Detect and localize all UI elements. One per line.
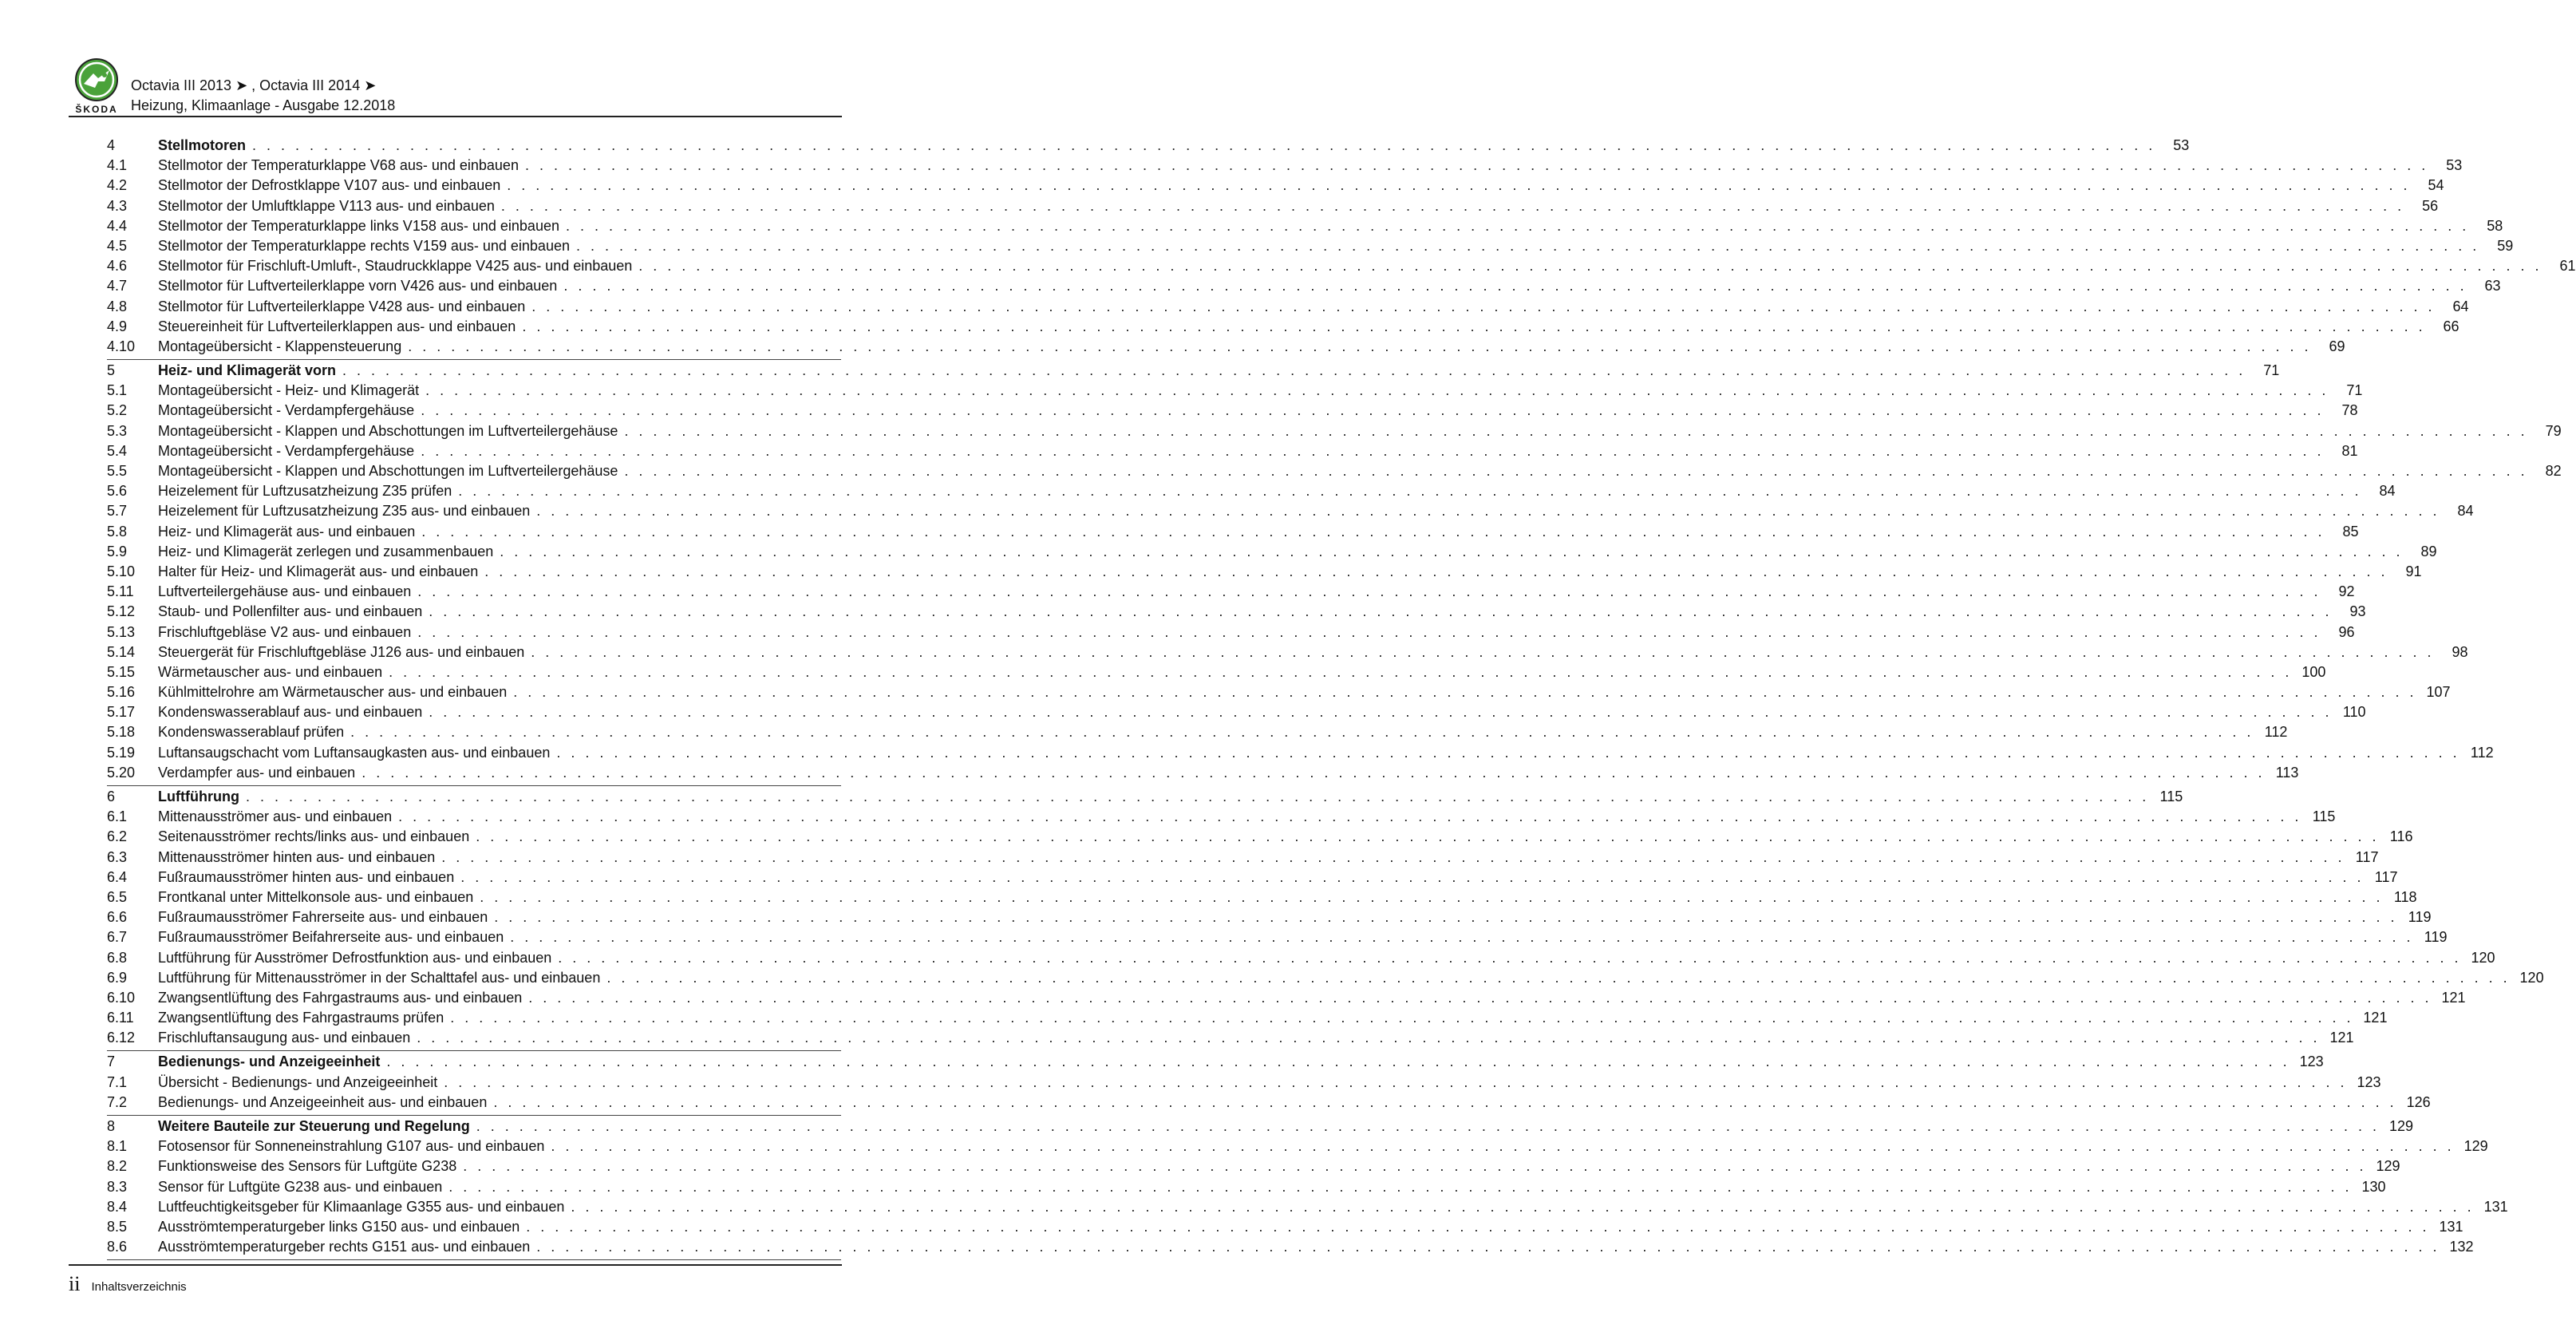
toc-entry-number: 4 <box>107 137 116 153</box>
toc-dot-leader <box>493 1094 2396 1111</box>
toc-entry-page: 71 <box>2346 382 2363 399</box>
toc-entry[interactable] <box>107 543 2437 563</box>
toc-entry-page: 63 <box>2484 278 2501 294</box>
toc-entry-title: Stellmotoren <box>158 137 247 153</box>
toc-entry[interactable] <box>107 1178 2386 1199</box>
toc-entry-page: 112 <box>2264 724 2288 741</box>
header-subject-line: Heizung, Klimaanlage - Ausgabe 12.2018 <box>131 97 396 113</box>
toc-entry-number: 4.1 <box>107 157 128 174</box>
toc-entry-number: 5.20 <box>107 764 136 781</box>
brand-name: ŠKODA <box>75 104 118 115</box>
toc-entry-page: 100 <box>2301 663 2326 680</box>
toc-entry-number: 4.9 <box>107 318 128 334</box>
header-rule <box>69 116 842 117</box>
toc-dot-leader <box>522 318 2425 335</box>
toc-entry[interactable] <box>107 828 2413 848</box>
toc-entry[interactable] <box>107 157 2463 177</box>
toc-entry[interactable] <box>107 1198 2508 1219</box>
toc-entry-number: 4.6 <box>107 258 128 275</box>
toc-entry-number: 7.2 <box>107 1093 128 1110</box>
toc-entry-title: Stellmotor für Frischluft-Umluft-, Staudruckklappe V425 aus- und einbauen <box>158 258 633 275</box>
toc-entry-title: Halter für Heiz- und Klimagerät aus- und einbauen <box>158 563 479 579</box>
toc-dot-leader <box>421 524 2325 540</box>
toc-entry-page: 129 <box>2463 1138 2488 1155</box>
toc-entry-number: 4.10 <box>107 338 136 354</box>
toc-entry-title: Fußraumausströmer hinten aus- und einbauen <box>158 868 455 885</box>
toc-entry-title: Luftfeuchtigkeitsgeber für Klimaanlage G355 aus- und einbauen <box>158 1198 565 1215</box>
toc-entry-page: 59 <box>2497 237 2514 254</box>
toc-dot-leader <box>386 1053 2290 1070</box>
toc-dot-leader <box>350 724 2254 741</box>
toc-entry-page: 129 <box>2388 1118 2413 1134</box>
toc-entry-title: Frontkanal unter Mittelkonsole aus- und einbauen <box>158 888 474 905</box>
toc-dot-leader <box>556 745 2459 761</box>
toc-entry-page: 79 <box>2545 422 2562 439</box>
toc-entry-title: Heiz- und Klimagerät zerlegen und zusammenbauen <box>158 543 494 559</box>
toc-entry[interactable] <box>107 503 2474 523</box>
header-model-line: Octavia III 2013 ➤ , Octavia III 2014 ➤ <box>131 77 377 93</box>
toc-entry-page: 120 <box>2471 949 2495 966</box>
toc-entry-page: 132 <box>2449 1239 2474 1255</box>
toc-dot-leader <box>476 828 2379 845</box>
toc-entry-page: 71 <box>2263 362 2280 379</box>
toc-entry-title: Mittenausströmer hinten aus- und einbauen <box>158 848 436 865</box>
toc-dot-leader <box>342 362 2246 379</box>
toc-dot-leader <box>501 198 2404 215</box>
toc-dot-leader <box>513 684 2416 701</box>
footer-label: Inhaltsverzeichnis <box>91 1280 187 1294</box>
toc-entry[interactable] <box>107 848 2379 869</box>
toc-entry-page: 69 <box>2329 338 2345 354</box>
toc-dot-leader <box>417 624 2321 641</box>
toc-dot-leader <box>458 483 2361 500</box>
toc-entry-number: 8.5 <box>107 1218 128 1235</box>
toc-entry-number: 6.9 <box>107 969 128 986</box>
toc-entry[interactable] <box>107 1138 2488 1158</box>
toc-entry-title: Heizelement für Luftzusatzheizung Z35 aus- und einbauen <box>158 503 531 520</box>
toc-entry-page: 126 <box>2406 1093 2431 1110</box>
toc-entry[interactable] <box>107 888 2417 909</box>
toc-entry-title: Ausströmtemperaturgeber links G150 aus- und einbauen <box>158 1218 520 1235</box>
toc-entry[interactable] <box>107 808 2336 828</box>
toc-dot-leader <box>460 869 2364 886</box>
toc-entry[interactable] <box>107 603 2366 623</box>
toc-entry[interactable] <box>107 298 2469 318</box>
toc-section <box>107 1118 2508 1260</box>
toc-entry-page: 56 <box>2422 197 2439 214</box>
toc-entry-number: 6.10 <box>107 989 136 1006</box>
toc-entry-number: 5.12 <box>107 603 136 620</box>
toc-entry-page: 53 <box>2446 157 2463 174</box>
toc-dot-leader <box>536 503 2440 520</box>
toc-entry-title: Seitenausströmer rechts/links aus- und einbauen <box>158 828 470 845</box>
toc-section <box>107 789 2544 1051</box>
toc-dot-leader <box>429 704 2332 721</box>
toc-chapter-entry[interactable] <box>107 1118 2413 1138</box>
skoda-emblem-icon <box>74 57 119 102</box>
toc-entry-page: 131 <box>2439 1218 2463 1235</box>
toc-dot-leader <box>425 382 2329 399</box>
toc-entry[interactable] <box>107 1158 2400 1178</box>
toc-entry-page: 84 <box>2379 483 2396 500</box>
toc-entry-title: Montageübersicht - Klappen und Abschottungen im Luftverteilergehäuse <box>158 463 618 479</box>
toc-dot-leader <box>444 1074 2347 1091</box>
toc-entry-page: 129 <box>2376 1158 2400 1175</box>
toc-entry-number: 8.2 <box>107 1158 128 1175</box>
toc-entry-title: Wärmetauscher aus- und einbauen <box>158 663 383 680</box>
toc-entry-title: Stellmotor für Luftverteilerklappe V428 aus- und einbauen <box>158 298 526 314</box>
toc-entry-title: Ausströmtemperaturgeber rechts G151 aus- und einbauen <box>158 1239 531 1255</box>
toc-entry[interactable] <box>107 483 2396 503</box>
toc-entry-title: Zwangsentlüftung des Fahrgastraums prüfen <box>158 1010 444 1026</box>
toc-dot-leader <box>421 443 2324 460</box>
toc-entry-number: 8.1 <box>107 1138 128 1155</box>
toc-entry[interactable] <box>107 724 2288 744</box>
toc-entry-number: 6.12 <box>107 1030 136 1046</box>
toc-entry-page: 119 <box>2424 929 2448 946</box>
toc-entry-title: Montageübersicht - Verdampfergehäuse <box>158 402 415 419</box>
toc-entry[interactable] <box>107 868 2398 889</box>
toc-entry-number: 6.4 <box>107 868 128 885</box>
toc-entry-title: Fußraumausströmer Fahrerseite aus- und einbauen <box>158 909 488 926</box>
toc-entry-title: Bedienungs- und Anzeigeeinheit <box>158 1053 381 1070</box>
toc-entry-page: 53 <box>2173 137 2190 153</box>
toc-dot-leader <box>246 789 2149 805</box>
toc-entry-page: 110 <box>2342 704 2366 721</box>
footer-rule <box>69 1264 842 1266</box>
toc-dot-leader <box>448 1179 2352 1196</box>
toc-dot-leader <box>441 849 2345 866</box>
toc-entry[interactable] <box>107 258 2576 278</box>
toc-entry-title: Fotosensor für Sonneneinstrahlung G107 aus- und einbauen <box>158 1138 545 1155</box>
toc-entry-number: 5.4 <box>107 442 128 459</box>
toc-entry-title: Funktionsweise des Sensors für Luftgüte G238 <box>158 1158 457 1175</box>
toc-entry-page: 115 <box>2159 789 2183 804</box>
toc-entry[interactable] <box>107 909 2432 929</box>
toc-entry[interactable] <box>107 197 2439 218</box>
toc-entry-page: 123 <box>2357 1073 2381 1090</box>
toc-chapter-entry[interactable] <box>107 362 2280 382</box>
toc-dot-leader <box>624 463 2527 480</box>
toc-dot-leader <box>576 238 2479 255</box>
toc-entry-page: 123 <box>2299 1053 2324 1070</box>
toc-entry-title: Stellmotor der Temperaturklappe links V158 aus- und einbauen <box>158 217 559 234</box>
toc-entry[interactable] <box>107 1073 2381 1094</box>
toc-entry-number: 4.5 <box>107 237 128 254</box>
toc-entry-number: 4.4 <box>107 217 128 234</box>
toc-entry-title: Verdampfer aus- und einbauen <box>158 764 356 781</box>
toc-entry-number: 5.10 <box>107 563 136 579</box>
toc-entry-title: Steuereinheit für Luftverteilerklappen aus- und einbauen <box>158 318 516 334</box>
toc-entry-page: 121 <box>2441 989 2466 1006</box>
toc-entry-title: Heiz- und Klimagerät aus- und einbauen <box>158 523 416 540</box>
toc-dot-leader <box>484 563 2388 580</box>
toc-entry-page: 115 <box>2312 808 2336 825</box>
toc-dot-leader <box>566 218 2469 235</box>
toc-entry-page: 89 <box>2420 543 2437 559</box>
toc-entry-page: 112 <box>2470 744 2494 761</box>
toc-chapter-entry[interactable] <box>107 789 2183 808</box>
toc-dot-leader <box>362 765 2265 781</box>
toc-entry-page: 78 <box>2341 402 2358 419</box>
toc-dot-leader <box>494 909 2397 926</box>
toc-entry-number: 4.7 <box>107 278 128 294</box>
toc-entry-page: 131 <box>2483 1198 2508 1215</box>
toc-entry-number: 4.2 <box>107 177 128 194</box>
toc-entry[interactable] <box>107 663 2326 684</box>
toc-entry-page: 64 <box>2452 298 2469 314</box>
toc-dot-leader <box>510 929 2413 946</box>
toc-entry-number: 6.8 <box>107 949 128 966</box>
toc-entry-title: Frischluftansaugung aus- und einbauen <box>158 1030 411 1046</box>
toc-dot-leader <box>536 1239 2440 1255</box>
toc-entry-number: 8.4 <box>107 1198 128 1215</box>
toc-dot-leader <box>606 970 2510 986</box>
toc-entry-page: 81 <box>2341 442 2358 459</box>
toc-entry-number: 6.6 <box>107 909 128 926</box>
toc-dot-leader <box>480 889 2383 906</box>
toc-dot-leader <box>252 137 2155 154</box>
toc-entry[interactable] <box>107 949 2495 970</box>
toc-entry-title: Luftansaugschacht vom Luftansaugkasten aus- und einbauen <box>158 744 551 761</box>
toc-dot-leader <box>528 990 2432 1006</box>
toc-entry-number: 5.14 <box>107 643 136 660</box>
toc-entry-number: 5.6 <box>107 483 128 500</box>
toc-entry-page: 91 <box>2405 563 2422 579</box>
toc-entry[interactable] <box>107 523 2359 544</box>
toc-dot-leader <box>571 1199 2474 1216</box>
toc-dot-leader <box>417 583 2321 600</box>
toc-entry-page: 121 <box>2329 1030 2354 1046</box>
toc-dot-leader <box>525 157 2428 174</box>
toc-entry-title: Montageübersicht - Klappensteuerung <box>158 338 402 354</box>
toc-dot-leader <box>429 603 2332 620</box>
toc-section <box>107 362 2562 786</box>
toc-dot-leader <box>551 1138 2454 1155</box>
toc-entry[interactable] <box>107 744 2494 765</box>
toc-entry[interactable] <box>107 237 2514 258</box>
toc-entry[interactable] <box>107 583 2355 603</box>
toc-entry[interactable] <box>107 643 2468 664</box>
toc-section <box>107 1053 2431 1116</box>
toc-entry-title: Montageübersicht - Klappen und Abschottungen im Luftverteilergehäuse <box>158 422 618 439</box>
toc-entry-number: 6.3 <box>107 848 128 865</box>
toc-entry-title: Stellmotor der Temperaturklappe rechts V159 aus- und einbauen <box>158 237 570 254</box>
toc-entry-title: Fußraumausströmer Beifahrerseite aus- und einbauen <box>158 929 504 946</box>
toc-entry-page: 61 <box>2559 258 2576 275</box>
toc-entry-title: Weitere Bauteile zur Steuerung und Regelung <box>158 1118 470 1134</box>
toc-entry[interactable] <box>107 402 2358 422</box>
toc-entry[interactable] <box>107 704 2366 724</box>
toc-entry-number: 4.8 <box>107 298 128 314</box>
toc-entry-page: 117 <box>2374 868 2398 885</box>
toc-entry[interactable] <box>107 1218 2463 1239</box>
toc-dot-leader <box>389 664 2292 681</box>
toc-entry-title: Luftführung <box>158 789 239 804</box>
toc-entry[interactable] <box>107 1030 2354 1050</box>
toc-entry-number: 7 <box>107 1053 116 1070</box>
toc-entry-page: 117 <box>2355 848 2379 865</box>
toc-dot-leader <box>507 177 2410 194</box>
toc-dot-leader <box>558 950 2461 966</box>
toc-dot-leader <box>531 298 2435 315</box>
toc-entry-title: Stellmotor der Umluftklappe V113 aus- und einbauen <box>158 197 495 214</box>
toc-entry-page: 96 <box>2338 623 2355 640</box>
toc-entry-number: 5.15 <box>107 663 136 680</box>
toc-entry-number: 6.5 <box>107 888 128 905</box>
toc-entry-number: 5.1 <box>107 382 128 399</box>
toc-entry[interactable] <box>107 338 2345 358</box>
toc-entry[interactable] <box>107 989 2466 1010</box>
toc-dot-leader <box>526 1219 2429 1235</box>
toc-entry-number: 6.2 <box>107 828 128 845</box>
toc-entry[interactable] <box>107 318 2459 338</box>
toc-entry[interactable] <box>107 177 2444 197</box>
toc-chapter-entry[interactable] <box>107 137 2190 157</box>
toc-entry-number: 5.9 <box>107 543 128 559</box>
toc-entry-page: 93 <box>2349 603 2366 620</box>
toc-entry-number: 6.1 <box>107 808 128 825</box>
toc-entry-page: 130 <box>2361 1178 2386 1195</box>
toc-dot-leader <box>450 1010 2353 1026</box>
toc-entry-title: Stellmotor der Defrostklappe V107 aus- und einbauen <box>158 177 501 194</box>
toc-entry-number: 5 <box>107 362 116 379</box>
toc-entry[interactable] <box>107 764 2299 785</box>
toc-entry-page: 116 <box>2389 828 2413 845</box>
toc-entry-page: 58 <box>2487 217 2503 234</box>
toc-entry[interactable] <box>107 684 2451 704</box>
toc-entry-page: 84 <box>2457 503 2474 520</box>
toc-entry[interactable] <box>107 217 2503 238</box>
toc-entry-number: 6 <box>107 789 116 804</box>
toc-entry[interactable] <box>107 1093 2431 1114</box>
toc-entry-title: Luftführung für Ausströmer Defrostfunktion aus- und einbauen <box>158 949 552 966</box>
toc-entry-page: 92 <box>2338 583 2355 600</box>
toc-entry[interactable] <box>107 929 2448 949</box>
toc-chapter-entry[interactable] <box>107 1053 2324 1073</box>
toc-dot-leader <box>463 1158 2366 1175</box>
toc-entry-title: Frischluftgebläse V2 aus- und einbauen <box>158 623 412 640</box>
toc-entry-page: 66 <box>2443 318 2459 334</box>
toc-entry-page: 85 <box>2342 523 2359 540</box>
table-of-contents <box>107 137 2576 1263</box>
toc-entry-number: 7.1 <box>107 1073 128 1090</box>
toc-dot-leader <box>563 278 2467 294</box>
toc-entry-number: 6.11 <box>107 1010 134 1026</box>
toc-entry-title: Montageübersicht - Verdampfergehäuse <box>158 442 415 459</box>
toc-entry[interactable] <box>107 278 2501 298</box>
toc-entry-title: Heizelement für Luftzusatzheizung Z35 prüfen <box>158 483 452 500</box>
toc-dot-leader <box>624 423 2527 440</box>
toc-section <box>107 137 2576 360</box>
toc-entry-number: 6.7 <box>107 929 128 946</box>
page-footer <box>69 1272 187 1296</box>
toc-dot-leader <box>531 644 2434 661</box>
toc-entry-number: 4.3 <box>107 197 128 214</box>
toc-entry-number: 8.6 <box>107 1239 128 1255</box>
toc-entry[interactable] <box>107 463 2562 483</box>
toc-entry[interactable] <box>107 1010 2388 1030</box>
toc-entry-number: 5.13 <box>107 623 136 640</box>
toc-entry-title: Sensor für Luftgüte G238 aus- und einbauen <box>158 1178 443 1195</box>
toc-dot-leader <box>476 1118 2380 1135</box>
toc-dot-leader <box>638 258 2542 275</box>
toc-entry-title: Heiz- und Klimagerät vorn <box>158 362 337 379</box>
toc-dot-leader <box>500 544 2403 560</box>
toc-entry-page: 119 <box>2408 909 2432 926</box>
toc-entry[interactable] <box>107 623 2355 644</box>
toc-entry-page: 118 <box>2393 888 2417 905</box>
toc-entry-title: Bedienungs- und Anzeigeeinheit aus- und einbauen <box>158 1093 488 1110</box>
toc-entry-title: Zwangsentlüftung des Fahrgastraums aus- und einbauen <box>158 989 523 1006</box>
toc-entry-page: 113 <box>2275 764 2299 781</box>
toc-dot-leader <box>417 1030 2320 1046</box>
toc-entry-title: Stellmotor für Luftverteilerklappe vorn V426 aus- und einbauen <box>158 278 558 294</box>
toc-entry-page: 82 <box>2545 463 2562 479</box>
toc-entry-number: 8 <box>107 1118 116 1134</box>
toc-entry-number: 5.2 <box>107 402 128 419</box>
toc-dot-leader <box>421 402 2324 419</box>
toc-entry-page: 121 <box>2363 1010 2388 1026</box>
toc-entry[interactable] <box>107 969 2544 990</box>
toc-entry-title: Kondenswasserablauf prüfen <box>158 724 345 741</box>
skoda-logo <box>69 57 124 115</box>
toc-entry-title: Steuergerät für Frischluftgebläse J126 aus- und einbauen <box>158 643 525 660</box>
toc-dot-leader <box>398 808 2301 825</box>
toc-entry-number: 5.3 <box>107 422 128 439</box>
toc-entry-number: 5.18 <box>107 724 136 741</box>
toc-dot-leader <box>408 338 2311 355</box>
toc-entry-number: 5.7 <box>107 503 128 520</box>
toc-entry[interactable] <box>107 442 2358 463</box>
toc-entry[interactable] <box>107 422 2562 443</box>
footer-page-number: ii <box>69 1272 81 1295</box>
toc-entry-number: 5.5 <box>107 463 128 479</box>
toc-entry-title: Stellmotor der Temperaturklappe V68 aus- und einbauen <box>158 157 519 174</box>
toc-entry-page: 120 <box>2519 969 2544 986</box>
toc-entry[interactable] <box>107 1239 2474 1259</box>
toc-entry-title: Kondenswasserablauf aus- und einbauen <box>158 704 423 721</box>
toc-entry-title: Staub- und Pollenfilter aus- und einbauen <box>158 603 423 620</box>
toc-entry-title: Übersicht - Bedienungs- und Anzeigeeinheit <box>158 1073 438 1090</box>
toc-entry-page: 107 <box>2426 684 2451 701</box>
toc-entry-title: Montageübersicht - Heiz- und Klimagerät <box>158 382 420 399</box>
toc-entry-number: 8.3 <box>107 1178 128 1195</box>
toc-entry-number: 5.11 <box>107 583 134 600</box>
toc-entry-title: Luftverteilergehäuse aus- und einbauen <box>158 583 412 600</box>
toc-entry-title: Luftführung für Mittenausströmer in der Schalttafel aus- und einbauen <box>158 969 601 986</box>
toc-entry[interactable] <box>107 382 2363 402</box>
toc-entry-number: 5.8 <box>107 523 128 540</box>
toc-entry-page: 54 <box>2428 177 2444 194</box>
toc-entry[interactable] <box>107 563 2422 583</box>
toc-entry-title: Kühlmittelrohre am Wärmetauscher aus- und einbauen <box>158 684 508 701</box>
toc-entry-page: 98 <box>2452 643 2468 660</box>
toc-entry-title: Mittenausströmer aus- und einbauen <box>158 808 393 825</box>
toc-entry-number: 5.17 <box>107 704 136 721</box>
toc-entry-number: 5.19 <box>107 744 136 761</box>
toc-entry-number: 5.16 <box>107 684 136 701</box>
